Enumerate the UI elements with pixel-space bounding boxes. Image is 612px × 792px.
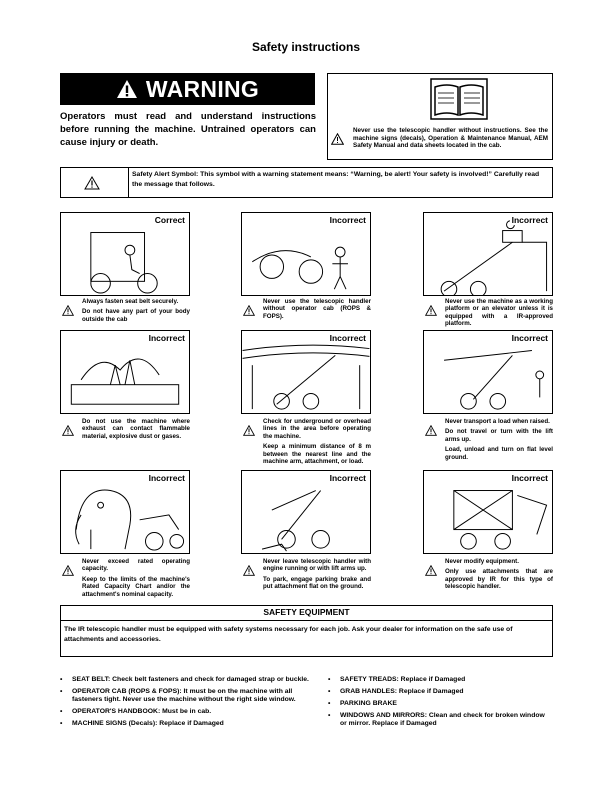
- alert-triangle-icon: [62, 425, 74, 436]
- illustration-panel: [60, 330, 190, 414]
- alert-triangle-icon: [425, 305, 437, 316]
- alert-triangle-icon: [84, 176, 100, 190]
- alert-triangle-icon: [243, 425, 255, 436]
- panel-caption: [82, 558, 190, 598]
- alert-triangle-icon: [425, 425, 437, 436]
- illustration: [61, 471, 189, 553]
- caption-line: Do not have any part of your body outside the cab: [82, 308, 190, 323]
- list-item: • PARKING BRAKE: [328, 700, 553, 708]
- caption-line: Never use the telescopic handler without operator cab (ROPS & FOPS).: [263, 298, 371, 320]
- panel-label: Incorrect: [329, 473, 366, 483]
- illustration: [424, 213, 552, 295]
- alert-triangle-icon: [62, 565, 74, 576]
- alert-triangle-icon: [243, 565, 255, 576]
- illustration: [424, 471, 552, 553]
- warning-text: Operators must read and understand instructions before running the machine. Untrained operators can cause injury or death.: [60, 111, 316, 148]
- alert-triangle-icon: [62, 305, 74, 316]
- alert-triangle-icon: [425, 565, 437, 576]
- caption-line: Always fasten seat belt securely.: [82, 298, 179, 305]
- panel-label: Incorrect: [148, 473, 185, 483]
- caption-line: Load, unload and turn on flat level ground.: [445, 446, 553, 461]
- divider: [128, 167, 129, 198]
- caption-line: Do not travel or turn with the lift arms up.: [445, 428, 553, 443]
- panel-label: Incorrect: [511, 215, 548, 225]
- illustration: [242, 331, 370, 413]
- panel-caption: [82, 298, 190, 323]
- panel-caption: [263, 418, 371, 465]
- book-icon: [430, 78, 488, 120]
- illustration-panel: [60, 212, 190, 296]
- panel-caption: [445, 558, 553, 591]
- illustration-panel: [60, 470, 190, 554]
- illustration-panel: [423, 212, 553, 296]
- illustration: [242, 213, 370, 295]
- caption-line: Never use the machine as a working platform or an elevator unless it is equipped with a IR-approved platform.: [445, 298, 553, 328]
- panel-label: Incorrect: [511, 473, 548, 483]
- illustration-panel: [423, 330, 553, 414]
- warning-triangle-icon: [116, 79, 138, 99]
- panel-label: Incorrect: [148, 333, 185, 343]
- caption-line: Check for underground or overhead lines in the area before operating the machine.: [263, 418, 371, 440]
- panel-caption: [82, 418, 190, 440]
- safety-equipment-title: SAFETY EQUIPMENT: [60, 605, 553, 621]
- caption-line: Only use attachments that are approved by IR for this type of telescopic handler.: [445, 568, 553, 591]
- list-item: • WINDOWS AND MIRRORS: Clean and check for broken window or mirror. Replace if Damaged: [328, 712, 553, 729]
- warning-label: WARNING: [145, 75, 260, 102]
- list-item: • MACHINE SIGNS (Decals): Replace if Damaged: [60, 720, 310, 728]
- caption-line: Do not use the machine where exhaust can contact flammable material, explosive dust or gases.: [82, 418, 190, 440]
- list-item: • OPERATOR CAB (ROPS & FOPS): It must be on the machine with all fasteners tight. Never use the machine without the right side window.: [60, 688, 310, 705]
- equipment-list-right: [328, 676, 553, 732]
- caption-line: Keep a minimum distance of 8 m between the nearest line and the machine arm, attachment, or load.: [263, 443, 371, 466]
- manual-notice-text: Never use the telescopic handler without instructions. See the machine signs (decals), Operation & Maintenance Manual, AEM Safety Manual and data sheets located in the cab.: [353, 127, 548, 149]
- panel-label: Incorrect: [511, 333, 548, 343]
- safety-alert-text: Safety Alert Symbol: This symbol with a warning statement means: “Warning, be alert! Your safety is involved!” Carefully read the message that follows.: [132, 171, 540, 188]
- caption-line: Never exceed rated operating capacity.: [82, 558, 190, 573]
- panel-caption: [263, 558, 371, 591]
- alert-triangle-icon: [243, 305, 255, 316]
- caption-line: Never leave telescopic handler with engine running or with lift arms up.: [263, 558, 371, 573]
- list-item: • GRAB HANDLES: Replace if Damaged: [328, 688, 553, 696]
- illustration: [61, 213, 189, 295]
- warning-banner: [60, 73, 315, 105]
- alert-triangle-icon: [331, 133, 344, 145]
- page-title: Safety instructions: [251, 40, 361, 54]
- panel-caption: [263, 298, 371, 320]
- caption-line: To park, engage parking brake and put attachment flat on the ground.: [263, 575, 371, 591]
- list-item: • SEAT BELT: Check belt fasteners and check for damaged strap or buckle.: [60, 676, 310, 684]
- illustration-panel: [241, 330, 371, 414]
- panel-label: Incorrect: [329, 333, 366, 343]
- illustration: [61, 331, 189, 413]
- panel-caption: [445, 418, 553, 461]
- illustration-panel: [423, 470, 553, 554]
- equipment-list-left: [60, 676, 310, 732]
- panel-label: Incorrect: [329, 215, 366, 225]
- list-item: • OPERATOR'S HANDBOOK: Must be in cab.: [60, 708, 310, 716]
- caption-line: Keep to the limits of the machine's Rated Capacity Chart and/or the attachment's nominal capacity.: [82, 575, 190, 598]
- caption-line: Never transport a load when raised.: [445, 418, 550, 425]
- illustration: [242, 471, 370, 553]
- illustration: [424, 331, 552, 413]
- illustration-panel: [241, 212, 371, 296]
- panel-label: Correct: [154, 215, 185, 225]
- panel-caption: [445, 298, 553, 328]
- illustration-panel: [241, 470, 371, 554]
- list-item: • SAFETY TREADS: Replace if Damaged: [328, 676, 553, 684]
- safety-equipment-text: The IR telescopic handler must be equipped with safety systems necessary for each job. Ask your dealer for information on the safe use of attachments and accessories.: [64, 626, 513, 643]
- caption-line: Never modify equipment.: [445, 558, 519, 565]
